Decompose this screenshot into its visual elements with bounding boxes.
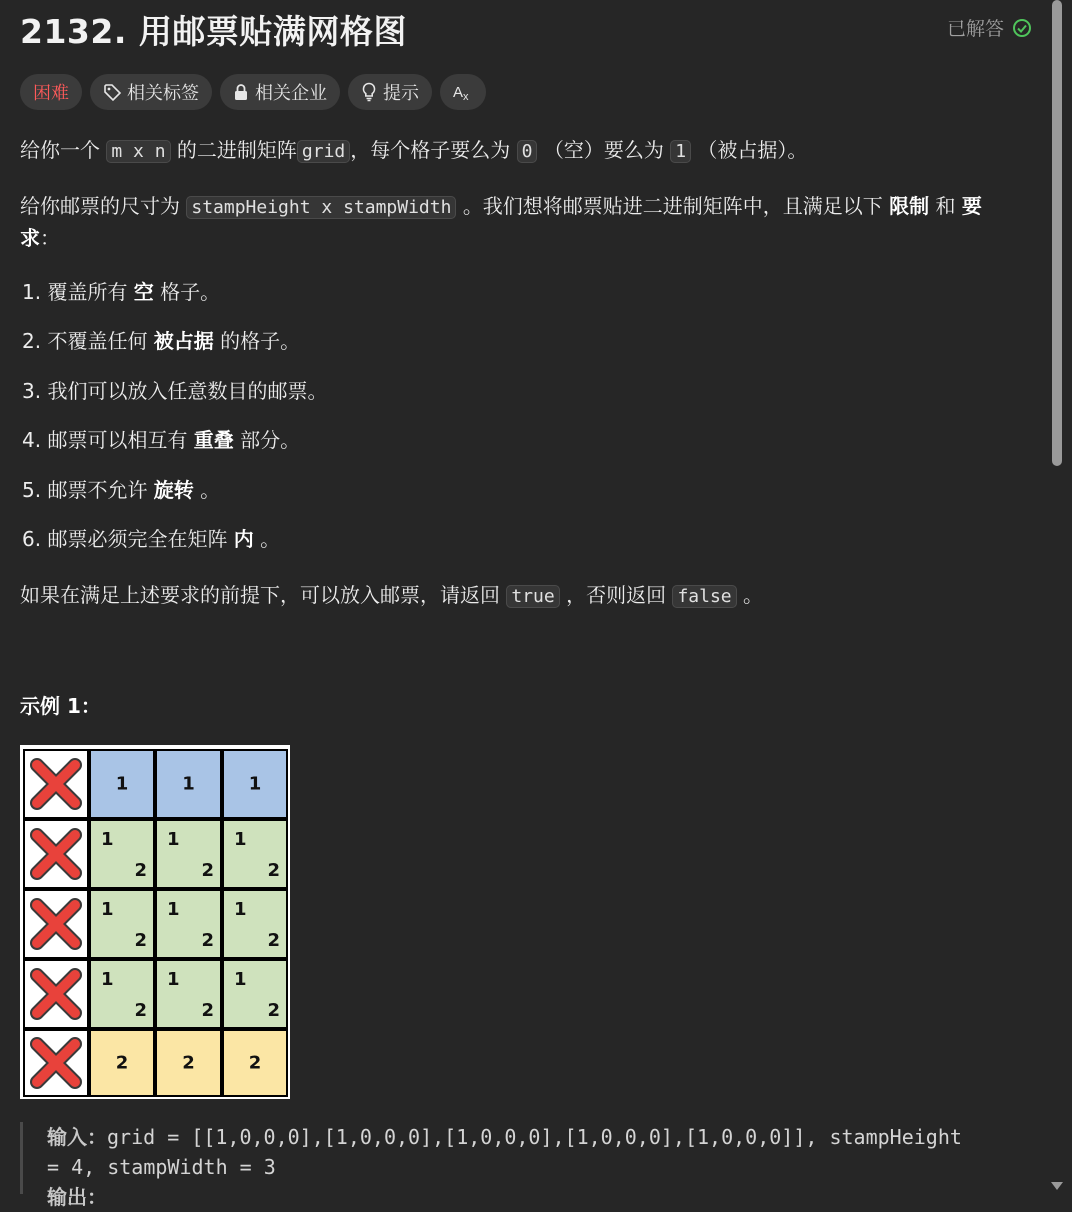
text-span: 给你一个 <box>20 138 100 162</box>
problem-description <box>20 0 1040 1209</box>
example-io-block <box>20 1122 1047 1209</box>
input-line-continued: = 4, stampWidth = 3 <box>47 1155 276 1179</box>
input-line <box>47 1122 1047 1152</box>
text-span: 。我们想将邮票贴进二进制矩阵中，且满足以下 <box>462 194 883 218</box>
bold-text: 限制 <box>889 194 930 218</box>
cell-label: 2 <box>201 860 214 881</box>
rule-bold: 被占据 <box>153 329 214 353</box>
rule-4 <box>22 425 300 455</box>
text-span: ： <box>40 226 60 250</box>
grid-cell <box>222 1029 288 1097</box>
grid-cell <box>155 959 222 1029</box>
cell-label: 2 <box>201 930 214 951</box>
rule-text: 1. 覆盖所有 <box>22 280 134 304</box>
input-value: grid = [[1,0,0,0],[1,0,0,0],[1,0,0,0],[1,0,0,0],[1,0,0,0]], stampHeight <box>107 1125 962 1149</box>
inline-code: stampHeight x stampWidth <box>186 196 456 219</box>
cell-label: 2 <box>115 1052 129 1074</box>
difficulty-badge <box>20 74 82 110</box>
grid-cell <box>89 889 155 959</box>
grid-cell <box>89 1029 155 1097</box>
cell-label: 1 <box>234 829 247 850</box>
occupied-cell <box>23 819 89 889</box>
text-span: 如果在满足上述要求的前提下，可以放入邮票，请返回 <box>20 583 500 607</box>
topics-tag-button[interactable] <box>90 74 212 110</box>
grid-cell <box>89 749 155 819</box>
check-circle-icon <box>1012 18 1032 38</box>
rule-text: 。 <box>193 478 221 502</box>
occupied-cell <box>23 889 89 959</box>
hint-label: 提示 <box>383 83 419 104</box>
solved-label: 已解答 <box>946 18 1004 40</box>
inline-code: 1 <box>670 140 691 163</box>
example-title: 示例 1： <box>20 694 101 718</box>
cell-label: 1 <box>101 969 114 990</box>
text-span: 。 <box>742 583 763 607</box>
text-span: （被占据）。 <box>697 138 808 162</box>
cell-label: 1 <box>167 969 180 990</box>
rule-text: 的格子。 <box>213 329 301 353</box>
text-span: 的二进制矩阵 <box>176 138 297 162</box>
occupied-cell <box>23 959 89 1029</box>
red-x-icon <box>25 1031 87 1095</box>
rule-text: 格子。 <box>153 280 221 304</box>
grid-cell <box>155 749 222 819</box>
vertical-scrollbar[interactable] <box>1050 0 1064 1200</box>
cell-label: 2 <box>267 930 280 951</box>
difficulty-label: 困难 <box>33 83 69 104</box>
rule-text: 。 <box>253 527 281 551</box>
inline-code: 0 <box>517 140 538 163</box>
problem-title[interactable]: 2132. 用邮票贴满网格图 <box>20 12 407 51</box>
rule-text: 6. 邮票必须完全在矩阵 <box>22 527 234 551</box>
grid-cell <box>222 819 288 889</box>
rule-3 <box>22 376 327 406</box>
red-x-icon <box>25 961 87 1027</box>
rule-5 <box>22 475 220 505</box>
grid-cell <box>222 889 288 959</box>
rule-text: 部分。 <box>233 428 301 452</box>
companies-label: 相关企业 <box>255 83 327 104</box>
svg-text:A: A <box>453 84 464 101</box>
rule-text: 3. 我们可以放入任意数目的邮票。 <box>22 379 328 403</box>
rule-2 <box>22 326 300 356</box>
bold-text: 求 <box>20 226 40 250</box>
cell-label: 1 <box>182 773 195 795</box>
rule-text: 5. 邮票不允许 <box>22 478 154 502</box>
cell-label: 2 <box>134 1000 147 1021</box>
translate-icon <box>452 82 474 102</box>
cell-label: 2 <box>267 860 280 881</box>
text-span: 和 <box>935 194 956 218</box>
cell-label: 1 <box>101 829 114 850</box>
grid-cell <box>155 889 222 959</box>
text-span: ，否则返回 <box>566 583 667 607</box>
scrollbar-thumb[interactable] <box>1052 0 1062 466</box>
scroll-down-arrow-icon[interactable] <box>1051 1182 1063 1190</box>
hint-button[interactable] <box>348 74 432 110</box>
cell-label: 1 <box>234 899 247 920</box>
grid-cell <box>222 959 288 1029</box>
translate-button[interactable] <box>440 74 486 110</box>
title-row <box>20 0 1040 60</box>
rule-6 <box>22 524 280 554</box>
cell-label: 1 <box>101 899 114 920</box>
description-paragraph-3 <box>20 580 763 612</box>
example-grid-image <box>20 745 290 1099</box>
grid-cell <box>155 819 222 889</box>
inline-code: m x n <box>106 140 170 163</box>
input-label: 输入： <box>47 1125 107 1149</box>
grid-cell <box>222 749 288 819</box>
description-paragraph-1 <box>20 135 807 167</box>
inline-code: true <box>506 585 559 608</box>
lightbulb-icon <box>361 82 377 102</box>
solved-status <box>947 14 1032 41</box>
cell-label: 2 <box>201 1000 214 1021</box>
cell-label: 2 <box>134 860 147 881</box>
cell-label: 2 <box>248 1052 262 1074</box>
grid-cell <box>89 819 155 889</box>
cell-label: 2 <box>267 1000 280 1021</box>
cell-label: 2 <box>134 930 147 951</box>
tag-bar <box>20 74 486 110</box>
red-x-icon <box>25 821 87 887</box>
cell-label: 1 <box>167 829 180 850</box>
cell-label: 1 <box>167 899 180 920</box>
bold-text: 要 <box>961 194 982 218</box>
text-span: ，每个格子要么为 <box>350 138 511 162</box>
cell-label: 1 <box>248 773 262 795</box>
output-label: 输出： <box>47 1185 107 1209</box>
grid-cell <box>155 1029 222 1097</box>
inline-code: grid <box>297 140 350 163</box>
rule-bold: 空 <box>133 280 154 304</box>
companies-tag-button[interactable] <box>220 74 340 110</box>
rule-text: 4. 邮票可以相互有 <box>22 428 194 452</box>
grid-cell <box>89 959 155 1029</box>
cell-label: 2 <box>182 1052 195 1074</box>
description-paragraph-2 <box>20 191 1020 253</box>
cell-label: 1 <box>234 969 247 990</box>
red-x-icon <box>25 891 87 957</box>
lock-icon <box>233 83 249 101</box>
rule-1 <box>22 277 220 307</box>
tag-icon <box>103 83 121 101</box>
topics-label: 相关标签 <box>127 83 199 104</box>
svg-text:x: x <box>463 91 469 103</box>
rule-bold: 内 <box>233 527 254 551</box>
text-span: （空）要么为 <box>543 138 664 162</box>
occupied-cell <box>23 1029 89 1097</box>
inline-code: false <box>672 585 736 608</box>
output-line <box>47 1182 1047 1209</box>
rule-text: 2. 不覆盖任何 <box>22 329 154 353</box>
cell-label: 1 <box>115 773 129 795</box>
text-span: 给你邮票的尺寸为 <box>20 194 180 218</box>
rule-bold: 重叠 <box>193 428 234 452</box>
red-x-icon <box>25 751 87 817</box>
occupied-cell <box>23 749 89 819</box>
rule-bold: 旋转 <box>153 478 194 502</box>
